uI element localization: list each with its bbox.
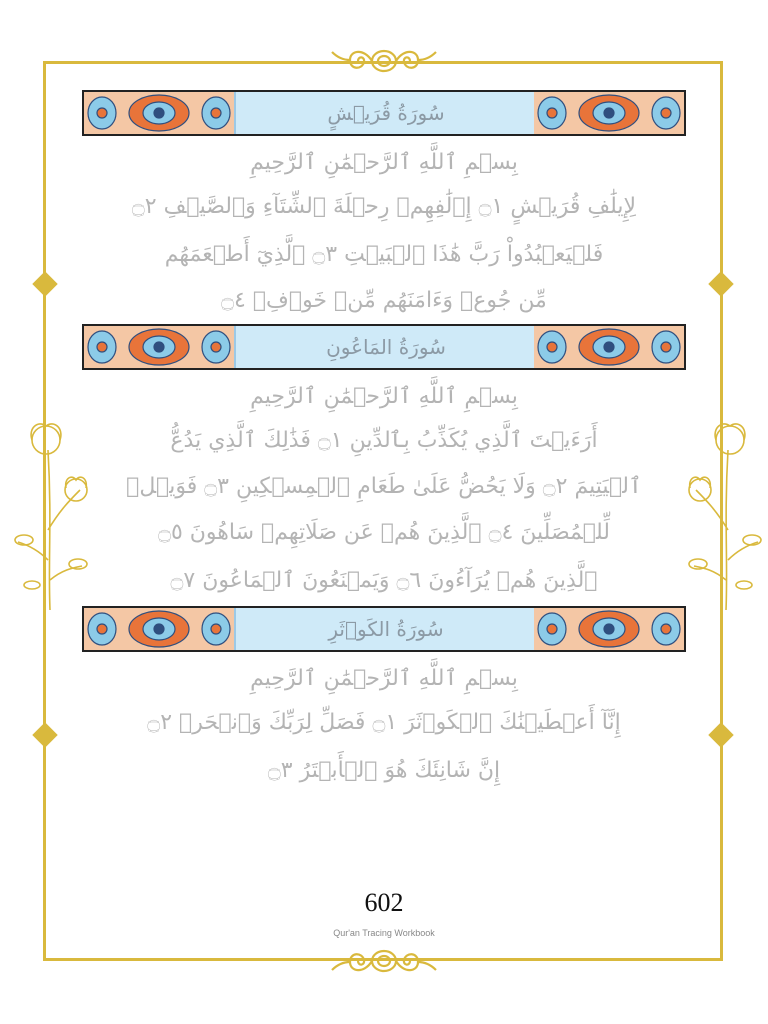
banner-right-pattern-icon — [534, 608, 684, 650]
verse-line: مِّن جُوعٖ وَءَامَنَهُم مِّنۡ خَوۡفِۭ ۝٤ — [221, 288, 547, 313]
verse-line: بِسۡمِ ٱللَّهِ ٱلرَّحۡمَٰنِ ٱلرَّحِيمِ — [250, 384, 518, 409]
banner-right-pattern-icon — [534, 326, 684, 368]
verse-line: لِإِيلَٰفِ قُرَيۡشٍ ۝١ إِۦلَٰفِهِمۡ رِحۡلَةَ ٱلشِّتَآءِ وَٱلصَّيۡفِ ۝٢ — [131, 194, 637, 219]
surah-banner-quraysh — [82, 90, 686, 136]
verse-line: أَرَءَيۡتَ ٱلَّذِي يُكَذِّبُ بِٱلدِّينِ ۝١ فَذَٰلِكَ ٱلَّذِي يَدُعُّ — [170, 428, 598, 453]
surah-title: سُورَةُ قُرَيۡشٍ — [234, 92, 538, 134]
page-number: 602 — [364, 888, 404, 917]
workbook-title: Qur'an Tracing Workbook — [333, 928, 435, 938]
flower-left-icon — [10, 410, 98, 610]
flower-right-icon — [678, 410, 766, 610]
verse-line: بِسۡمِ ٱللَّهِ ٱلرَّحۡمَٰنِ ٱلرَّحِيمِ — [250, 150, 518, 175]
surah-title: سُورَةُ الكَوۡثَرِ — [234, 608, 538, 650]
verse-line: فَلۡيَعۡبُدُواْ رَبَّ هَٰذَا ٱلۡبَيۡتِ ۝٣ ٱلَّذِيٓ أَطۡعَمَهُم — [164, 242, 604, 267]
verse-line: ٱلَّذِينَ هُمۡ يُرَآءُونَ ۝٦ وَيَمۡنَعُونَ ٱلۡمَاعُونَ ۝٧ — [170, 568, 598, 593]
surah-title: سُورَةُ المَاعُونِ — [234, 326, 538, 368]
bottom-ornament — [330, 944, 438, 978]
banner-right-pattern-icon — [534, 92, 684, 134]
banner-left-pattern-icon — [84, 608, 234, 650]
verse-line: ٱلۡيَتِيمَ ۝٢ وَلَا يَحُضُّ عَلَىٰ طَعَامِ ٱلۡمِسۡكِينِ ۝٣ فَوَيۡلٞ — [126, 474, 642, 499]
verse-line: إِنَّ شَانِئَكَ هُوَ ٱلۡأَبۡتَرُ ۝٣ — [267, 758, 501, 783]
verse-line: بِسۡمِ ٱللَّهِ ٱلرَّحۡمَٰنِ ٱلرَّحِيمِ — [250, 666, 518, 691]
top-ornament — [330, 44, 438, 78]
banner-left-pattern-icon — [84, 326, 234, 368]
banner-left-pattern-icon — [84, 92, 234, 134]
surah-banner-kawthar — [82, 606, 686, 652]
verse-line: لِّلۡمُصَلِّينَ ۝٤ ٱلَّذِينَ هُمۡ عَن صَلَاتِهِمۡ سَاهُونَ ۝٥ — [158, 520, 610, 545]
surah-banner-maun — [82, 324, 686, 370]
verse-line: إِنَّآ أَعۡطَيۡنَٰكَ ٱلۡكَوۡثَرَ ۝١ فَصَلِّ لِرَبِّكَ وَٱنۡحَرۡ ۝٢ — [147, 710, 621, 735]
